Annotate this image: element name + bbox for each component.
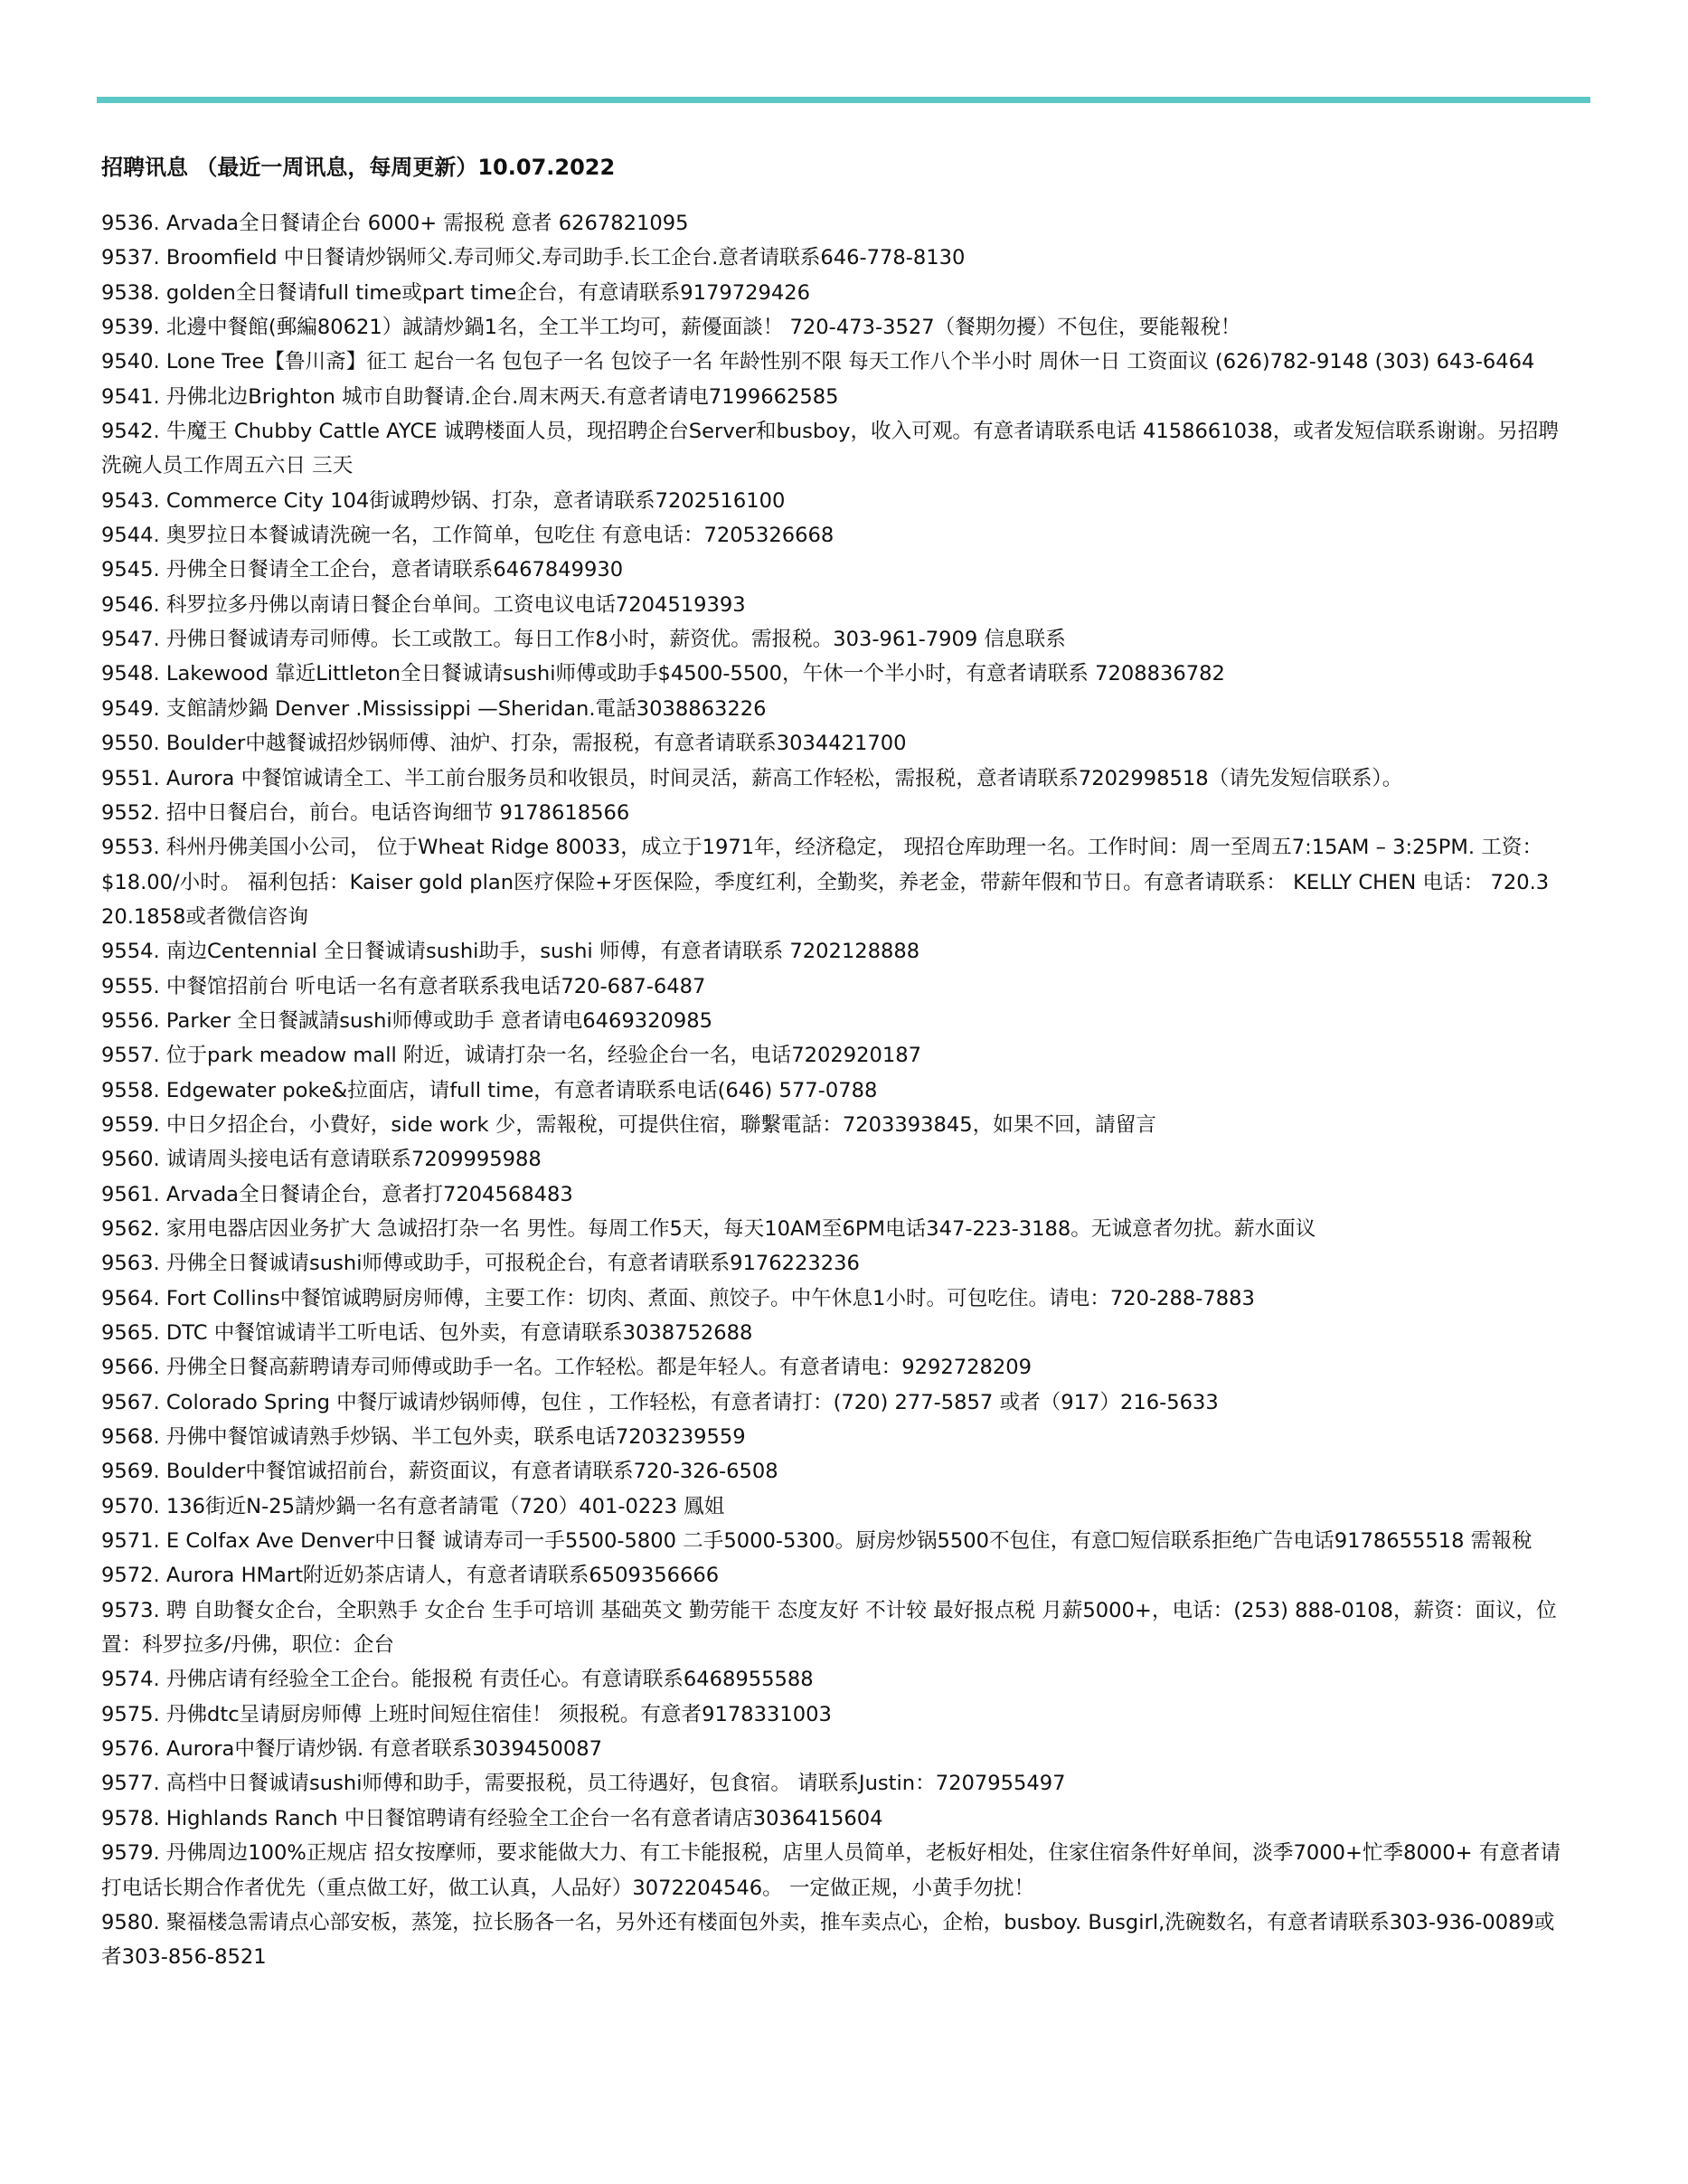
listing-item: 9552. 招中日餐启台，前台。电话咨询细节 9178618566 — [101, 800, 630, 825]
listing-item: 9564. Fort Collins中餐馆诚聘厨房师傅，主要工作：切肉、煮面、煎饺子。中午休息1小时。可包吃住。请电：720-288-7883 — [101, 1286, 1255, 1310]
listing-item: 9567. Colorado Spring 中餐厅诚请炒锅师傅，包住 ，工作轻松，有意者请打：(720) 277-5857 或者（917）216-5633 — [101, 1390, 1219, 1414]
listing-item: 9545. 丹佛全日餐请全工企台，意者请联系6467849930 — [101, 558, 624, 582]
listing-item: 9565. DTC 中餐馆诚请半工听电话、包外卖，有意请联系3038752688 — [101, 1321, 753, 1345]
listing-item: 9547. 丹佛日餐诚请寿司师傅。长工或散工。每日工作8小时，薪资优。需报税。303-961-7909 信息联系 — [101, 628, 1066, 652]
listing-item: 9574. 丹佛店请有经验全工企台。能报税 有责任心。有意请联系6468955588 — [101, 1668, 814, 1692]
listing-item: 9541. 丹佛北边Brighton 城市自助餐请.企台.周末两天.有意者请电7199662585 — [101, 384, 839, 409]
listing-item: 9538. golden全日餐请full time或part time企台，有意请联系9179729426 — [101, 280, 810, 305]
listing-item: 9548. Lakewood 靠近Littleton全日餐诚请sushi师傅或助手$4500-5500，午休一个半小时，有意者请联系 7208836782 — [101, 662, 1225, 686]
listing-item: 9549. 支館請炒鍋 Denver .Mississippi —Sheridan.電話3038863226 — [101, 696, 767, 721]
listing-item: 9551. Aurora 中餐馆诚请全工、半工前台服务员和收银员，时间灵活，薪高工作轻松，需报税，意者请联系7202998518（请先发短信联系）。 — [101, 766, 1403, 790]
listing-item: 9580. 聚福楼急需请点心部安板，蒸笼，拉长肠各一名，另外还有楼面包外卖，推车卖点心，企枱，busboy. Busgirl,洗碗数名，有意者请联系303-936-0089或者303-856-8521 — [101, 1910, 1555, 1970]
listing-item: 9572. Aurora HMart附近奶茶店请人，有意者请联系6509356666 — [101, 1564, 720, 1588]
listing-item: 9562. 家用电器店因业务扩大 急诚招打杂一名 男性。每周工作5天，每天10AM至6PM电话347-223-3188。无诚意者勿扰。薪水面议 — [101, 1216, 1316, 1241]
listing-item: 9537. Broomfield 中日餐请炒锅师父.寿司师父.寿司助手.长工企台.意者请联系646-778-8130 — [101, 246, 966, 270]
listing-item: 9566. 丹佛全日餐高薪聘请寿司师傅或助手一名。工作轻松。都是年轻人。有意者请电：9292728209 — [101, 1356, 1032, 1380]
listing-item: 9536. Arvada全日餐请企台 6000+ 需报税 意者 6267821095 — [101, 212, 689, 235]
listing-item: 9571. E Colfax Ave Denver中日餐 诚请寿司一手5500-5800 二手5000-5300。厨房炒锅5500不包住，有意☐短信联系拒绝广告电话9178655518 需報稅 — [101, 1529, 1532, 1554]
listing-item: 9556. Parker 全日餐誠請sushi师傅或助手 意者请电6469320985 — [101, 1008, 712, 1033]
listing-item: 9560. 诚请周头接电话有意请联系7209995988 — [101, 1148, 542, 1172]
job-listing — [101, 206, 1561, 1975]
listing-item: 9553. 科州丹佛美国小公司， 位于Wheat Ridge 80033，成立于1971年，经济稳定， 现招仓库助理一名。工作时间：周一至周五7:15AM – 3:25PM. 工资：$18.00/小时。 福利包括：Kaiser gold plan医疗保险+牙医保险，季度红利，全勤奖，养老金，带薪年假和节日。有意者请联系： KELLY CHEN 电话： 720.320.1858或者微信咨询 — [101, 836, 1550, 929]
listing-item: 9563. 丹佛全日餐诚请sushi师傅或助手，可报税企台，有意者请联系9176223236 — [101, 1252, 860, 1276]
listing-item: 9540. Lone Tree【鲁川斋】征工 起台一名 包包子一名 包饺子一名 年龄性别不限 每天工作八个半小时 周休一日 工资面议 (626)782-9148 (303) 643-6464 — [101, 350, 1535, 374]
listing-item: 9569. Boulder中餐馆诚招前台，薪资面议，有意者请联系720-326-6508 — [101, 1460, 778, 1484]
listing-item: 9546. 科罗拉多丹佛以南请日餐企台单间。工资电议电话7204519393 — [101, 592, 746, 617]
listing-item: 9543. Commerce City 104街诚聘炒锅、打杂，意者请联系7202516100 — [101, 488, 786, 513]
listing-item: 9568. 丹佛中餐馆诚请熟手炒锅、半工包外卖，联系电话7203239559 — [101, 1425, 746, 1450]
header-rule — [97, 97, 1590, 103]
listing-item: 9573. 聘 自助餐女企台，全职熟手 女企台 生手可培训 基础英文 勤劳能干 态度友好 不计较 最好报点税 月薪5000+，电话：(253) 888-0108，薪资：面议，位置：科罗拉多/丹佛，职位：企台 — [101, 1598, 1557, 1658]
listing-item: 9578. Highlands Ranch 中日餐馆聘请有经验全工企台一名有意者请店3036415604 — [101, 1806, 883, 1830]
page-title: 招聘讯息 （最近一周讯息，每周更新）10.07.2022 — [101, 155, 616, 180]
listing-item: 9576. Aurora中餐厅请炒锅. 有意者联系3039450087 — [101, 1737, 603, 1762]
listing-item: 9544. 奥罗拉日本餐诚请洗碗一名，工作简单，包吃住 有意电话：7205326668 — [101, 524, 835, 548]
listing-item: 9550. Boulder中越餐诚招炒锅师傅、油炉、打杂，需报税，有意者请联系3034421700 — [101, 732, 907, 756]
listing-item: 9570. 136街近N-25請炒鍋一名有意者請電（720）401-0223 鳳姐 — [101, 1494, 725, 1518]
listing-item: 9539. 北邊中餐館(郵編80621）誠請炒鍋1名，全工半工均可，薪優面談！ 720-473-3527（餐期勿擾）不包住，要能報稅！ — [101, 316, 1241, 340]
listing-item: 9561. Arvada全日餐请企台，意者打7204568483 — [101, 1182, 573, 1206]
listing-item: 9555. 中餐馆招前台 听电话一名有意者联系我电话720-687-6487 — [101, 974, 706, 998]
listing-item: 9577. 高档中日餐诚请sushi师傅和助手，需要报税，员工待遇好，包食宿。 请联系Justin：7207955497 — [101, 1772, 1066, 1796]
listing-item: 9557. 位于park meadow mall 附近，诚请打杂一名，经验企台一名，电话7202920187 — [101, 1044, 921, 1068]
listing-item: 9558. Edgewater poke&拉面店，请full time，有意者请联系电话(646) 577-0788 — [101, 1078, 878, 1102]
listing-item: 9559. 中日夕招企台，小費好，side work 少，需報稅，可提供住宿，聯繫電話：7203393845，如果不回，請留言 — [101, 1112, 1156, 1137]
listing-item: 9542. 牛魔王 Chubby Cattle AYCE 诚聘楼面人员，现招聘企台Server和busboy，收入可观。有意者请联系电话 4158661038，或者发短信联系谢谢。另招聘洗碗人员工作周五六日 三天 — [101, 420, 1560, 478]
listing-item: 9579. 丹佛周边100%正规店 招女按摩师，要求能做大力、有工卡能报税，店里人员简单，老板好相处，住家住宿条件好单间，淡季7000+忙季8000+ 有意者请打电话长期合作者优先（重点做工好，做工认真，人品好）3072204546。 一定做正规，小黄手勿扰！ — [101, 1841, 1561, 1900]
listing-item: 9575. 丹佛dtc呈请厨房师傅 上班时间短住宿佳！ 须报税。有意者9178331003 — [101, 1702, 832, 1726]
listing-item: 9554. 南边Centennial 全日餐诚请sushi助手，sushi 师傅，有意者请联系 7202128888 — [101, 940, 920, 964]
